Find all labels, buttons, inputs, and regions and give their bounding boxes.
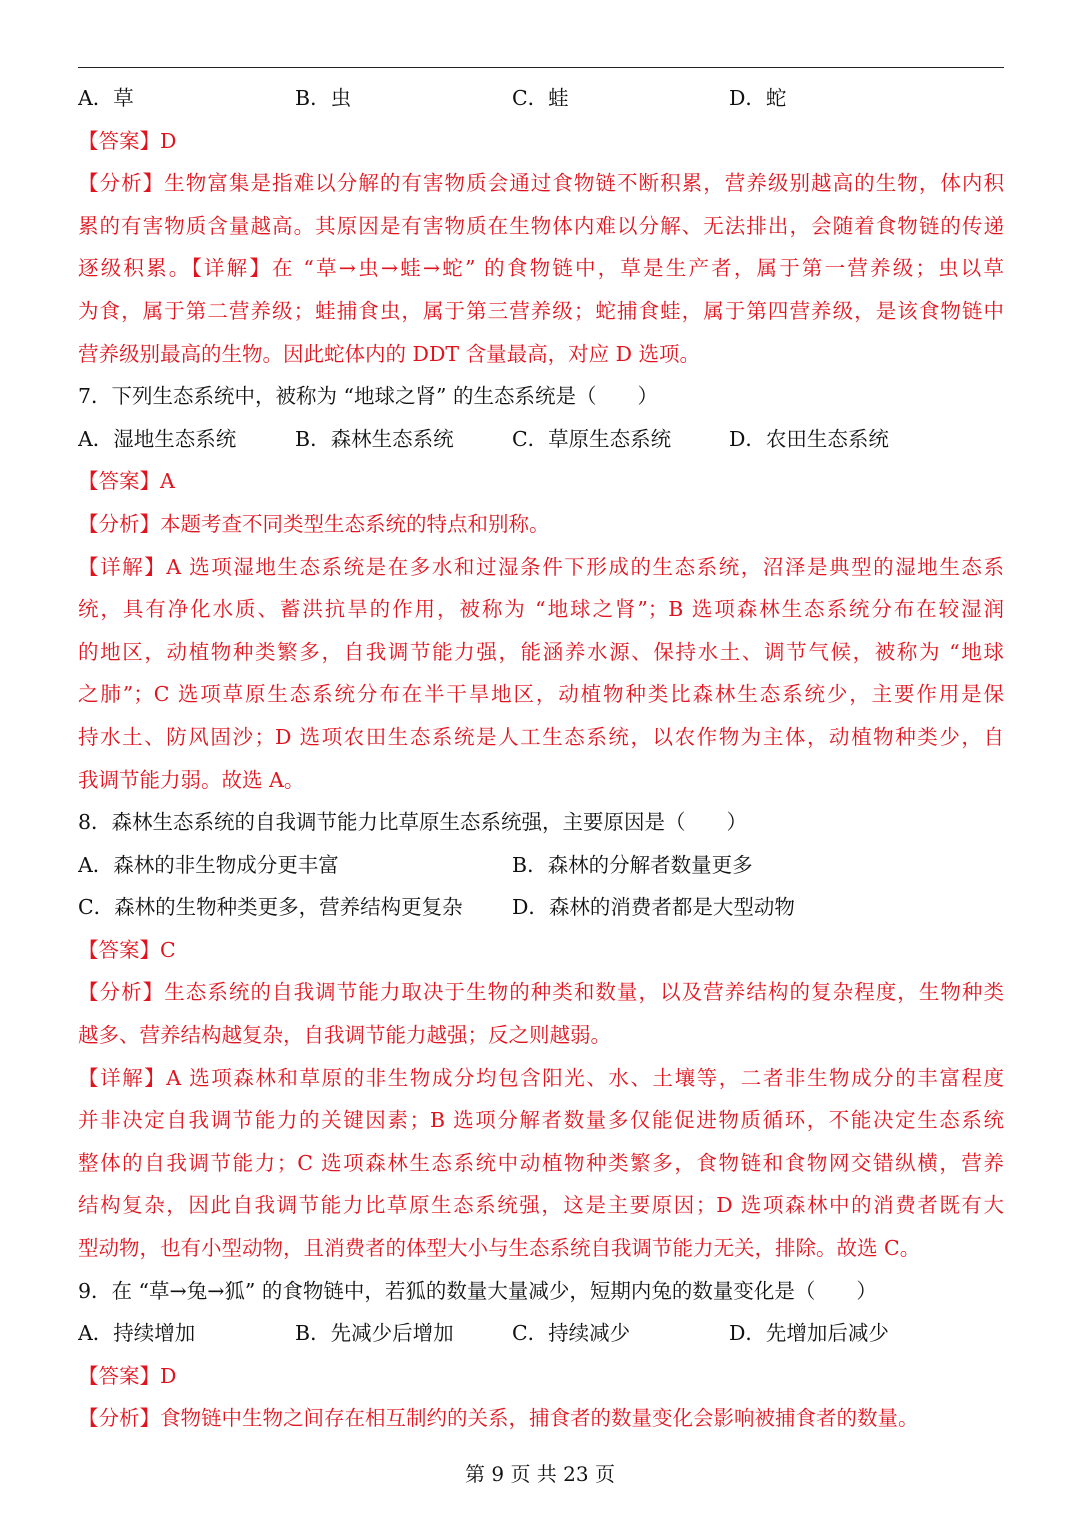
q7-detail-line-6: 我调节能力弱。故选 A。 bbox=[78, 767, 305, 792]
q8-detail-line-1: 【详解】A 选项森林和草原的非生物成分均包含阳光、水、土壤等，二者非生物成分的丰富程度 bbox=[78, 1065, 1004, 1090]
q6-option-a: A．草 bbox=[78, 86, 134, 110]
q8-option-c: C．森林的生物种类更多，营养结构更复杂 bbox=[78, 895, 463, 920]
q7-detail-line-4: 之肺”；C 选项草原生态系统分布在半干旱地区，动植物种类比森林生态系统少，主要作用是保 bbox=[78, 682, 1004, 707]
q8-detail-line-3: 整体的自我调节能力；C 选项森林生态系统中动植物种类繁多，食物链和食物网交错纵横，营养 bbox=[78, 1150, 1004, 1175]
q6-analysis-line-3: 逐级积累。【详解】在 “草→虫→蛙→蛇” 的食物链中，草是生产者，属于第一营养级；虫以草 bbox=[78, 256, 1004, 281]
q6-analysis-line-1: 【分析】生物富集是指难以分解的有害物质会通过食物链不断积累，营养级别越高的生物，体内积 bbox=[78, 171, 1004, 196]
q9-answer: 【答案】D bbox=[78, 1363, 177, 1388]
q7-detail-line-1: 【详解】A 选项湿地生态系统是在多水和过湿条件下形成的生态系统，沼泽是典型的湿地生态系 bbox=[78, 554, 1004, 579]
q9-options bbox=[78, 1312, 1004, 1355]
q7-option-b: B．森林生态系统 bbox=[295, 426, 454, 451]
q7-detail-line-2: 统，具有净化水质、蓄洪抗旱的作用，被称为 “地球之肾”；B 选项森林生态系统分布在较湿润 bbox=[78, 597, 1004, 622]
q6-analysis-line-4: 为食，属于第二营养级；蛙捕食虫，属于第三营养级；蛇捕食蛙，属于第四营养级，是该食物链中 bbox=[78, 298, 1004, 323]
q9-analysis: 【分析】食物链中生物之间存在相互制约的关系，捕食者的数量变化会影响被捕食者的数量。 bbox=[78, 1406, 919, 1431]
q7-option-a: A．湿地生态系统 bbox=[78, 426, 237, 451]
q9-option-a: A．持续增加 bbox=[78, 1321, 196, 1346]
q7-analysis: 【分析】本题考查不同类型生态系统的特点和别称。 bbox=[78, 511, 550, 536]
q8-analysis-line-2: 越多、营养结构越复杂，自我调节能力越强；反之则越弱。 bbox=[78, 1023, 611, 1048]
q8-stem: 8．森林生态系统的自我调节能力比草原生态系统强，主要原因是（ ） bbox=[78, 810, 748, 835]
q8-options-row-2 bbox=[78, 886, 1004, 929]
q8-option-a: A．森林的非生物成分更丰富 bbox=[78, 852, 339, 877]
q8-detail-line-2: 并非决定自我调节能力的关键因素；B 选项分解者数量多仅能促进物质循环，不能决定生态系统 bbox=[78, 1108, 1004, 1133]
q8-option-b: B．森林的分解者数量更多 bbox=[512, 852, 753, 877]
q7-answer: 【答案】A bbox=[78, 469, 175, 494]
q6-option-d: D．蛇 bbox=[729, 86, 787, 110]
q7-detail-line-3: 的地区，动植物种类繁多，自我调节能力强，能涵养水源、保持水土、调节气候，被称为 “地球 bbox=[78, 639, 1004, 664]
q6-option-c: C．蛙 bbox=[512, 86, 569, 110]
q7-detail-line-5: 持水土、防风固沙；D 选项农田生态系统是人工生态系统，以农作物为主体，动植物种类少，自 bbox=[78, 724, 1004, 749]
q7-stem: 7．下列生态系统中，被称为 “地球之肾” 的生态系统是（ ） bbox=[78, 384, 659, 409]
header-rule bbox=[78, 67, 1004, 68]
q9-stem: 9．在 “草→兔→狐” 的食物链中，若狐的数量大量减少，短期内兔的数量变化是（ ） bbox=[78, 1278, 877, 1303]
page-footer: 第 9 页 共 23 页 bbox=[465, 1462, 615, 1486]
q8-detail-line-5: 型动物，也有小型动物，且消费者的体型大小与生态系统自我调节能力无关，排除。故选 C。 bbox=[78, 1236, 921, 1261]
q9-option-c: C．持续减少 bbox=[512, 1321, 631, 1346]
q8-answer: 【答案】C bbox=[78, 937, 176, 962]
q6-option-b: B．虫 bbox=[295, 86, 352, 110]
q6-analysis-line-5: 营养级别最高的生物。因此蛇体内的 DDT 含量最高，对应 D 选项。 bbox=[78, 341, 701, 366]
q6-answer: 【答案】D bbox=[78, 128, 177, 153]
q7-option-d: D．农田生态系统 bbox=[729, 426, 889, 451]
document-body bbox=[78, 77, 1004, 1440]
q6-options bbox=[78, 77, 1004, 120]
q9-option-b: B．先减少后增加 bbox=[295, 1321, 454, 1346]
q8-detail-line-4: 结构复杂，因此自我调节能力比草原生态系统强，这是主要原因；D 选项森林中的消费者既有大 bbox=[78, 1193, 1004, 1218]
q8-options-row-1 bbox=[78, 844, 1004, 887]
q9-option-d: D．先增加后减少 bbox=[729, 1321, 889, 1346]
q7-option-c: C．草原生态系统 bbox=[512, 426, 672, 451]
q7-options bbox=[78, 418, 1004, 461]
q8-analysis-line-1: 【分析】生态系统的自我调节能力取决于生物的种类和数量，以及营养结构的复杂程度，生物种类 bbox=[78, 980, 1004, 1005]
q6-analysis-line-2: 累的有害物质含量越高。其原因是有害物质在生物体内难以分解、无法排出，会随着食物链的传递 bbox=[78, 213, 1004, 238]
q8-option-d: D．森林的消费者都是大型动物 bbox=[512, 895, 795, 920]
